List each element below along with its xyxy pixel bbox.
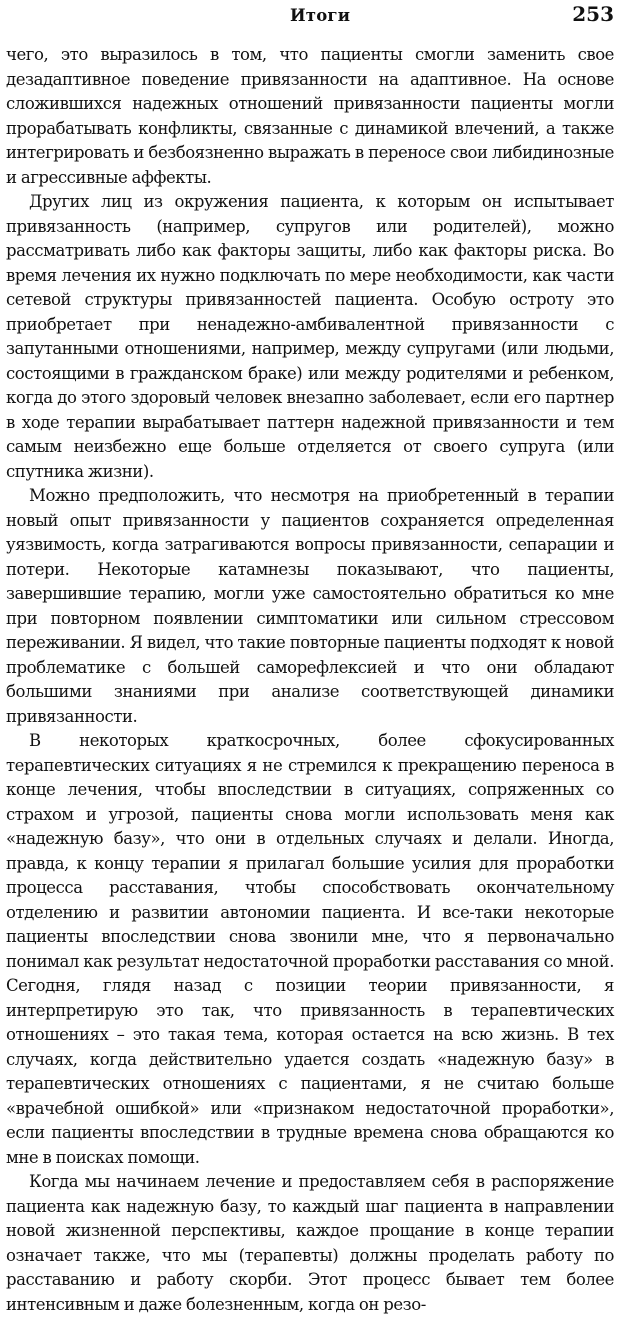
paragraph: Когда мы начинаем лечение и предоставляем себя в распоряжение пациента как надежную базу, то каждый шаг пациента в направлении новой жизненной перспективы, каждое прощание в конце терапии означает также, что мы (терапевты) должны проделать работу по расставанию и работу скорби. Этот процесс бывает тем более интенсивным и даже болезненным, когда он резо- <box>6 1172 614 1314</box>
paragraph: В некоторых краткосрочных, более сфокусированных терапевтических ситуациях я не стремился к прекращению переноса в конце лечения, чтобы впоследствии в ситуациях, сопряженных со страхом и угрозой, пациенты снова могли использовать меня как «надежную базу», что они в отдельных случаях и делали. Иногда, правда, к концу терапии я прилагал большие усилия для проработки процесса расставания, чтобы способствовать окончательному отделению и развитии автономии пациента. И все-таки некоторые пациенты впоследствии снова звонили мне, что я первоначально понимал как результат недостаточной проработки расставания со мной. Сегодня, глядя назад с позиции теории привязанности, я интерпретирую это так, что привязанность в терапевтических отношениях – это такая тема, которая остается на всю жизнь. В тех случаях, когда действительно удается создать «надежную базу» в терапевтических отношениях с пациентами, я не считаю больше «врачебной ошибкой» или «признаком недостаточной проработки», если пациенты впоследствии в трудные времена снова обращаются ко мне в поисках помощи. <box>6 731 614 1167</box>
page-number: 253 <box>572 2 614 26</box>
paragraph: чего, это выразилось в том, что пациенты смогли заменить свое дезадаптивное поведение привязанности на адаптивное. На основе сложившихся надежных отношений привязанности пациенты могли прорабатывать конфликты, связанные с динамикой влечений, а также интегрировать и безбоязненно выражать в переносе свои либидинозные и агрессивные аффекты. <box>6 45 614 187</box>
paragraph: Можно предположить, что несмотря на приобретенный в терапии новый опыт привязанности у пациентов сохраняется определенная уязвимость, когда затрагиваются вопросы привязанности, сепарации и потери. Некоторые катамнезы показывают, что пациенты, завершившие терапию, могли уже самостоятельно обратиться ко мне при повторном появлении симптоматики или сильном стрессовом переживании. Я видел, что такие повторные пациенты подходят к новой проблематике с большей саморефлексией и что они обладают большими знаниями при анализе соответствующей динамики привязанности. <box>6 486 614 726</box>
running-header <box>6 0 614 30</box>
paragraph: Других лиц из окружения пациента, к которым он испытывает привязанность (например, супругов или родителей), можно рассматривать либо как факторы защиты, либо как факторы риска. Во время лечения их нужно подключать по мере необходимости, как части сетевой структуры привязанностей пациента. Особую остроту это приобретает при ненадежно-амбивалентной привязанности с запутанными отношениями, например, между супругами (или людьми, состоящими в гражданском браке) или между родителями и ребенком, когда до этого здоровый человек внезапно заболевает, если его партнер в ходе терапии вырабатывает паттерн надежной привязанности и тем самым неизбежно еще больше отделяется от своего супруга (или спутника жизни). <box>6 192 614 481</box>
body-text <box>6 43 614 1317</box>
chapter-title: Итоги <box>290 6 351 25</box>
